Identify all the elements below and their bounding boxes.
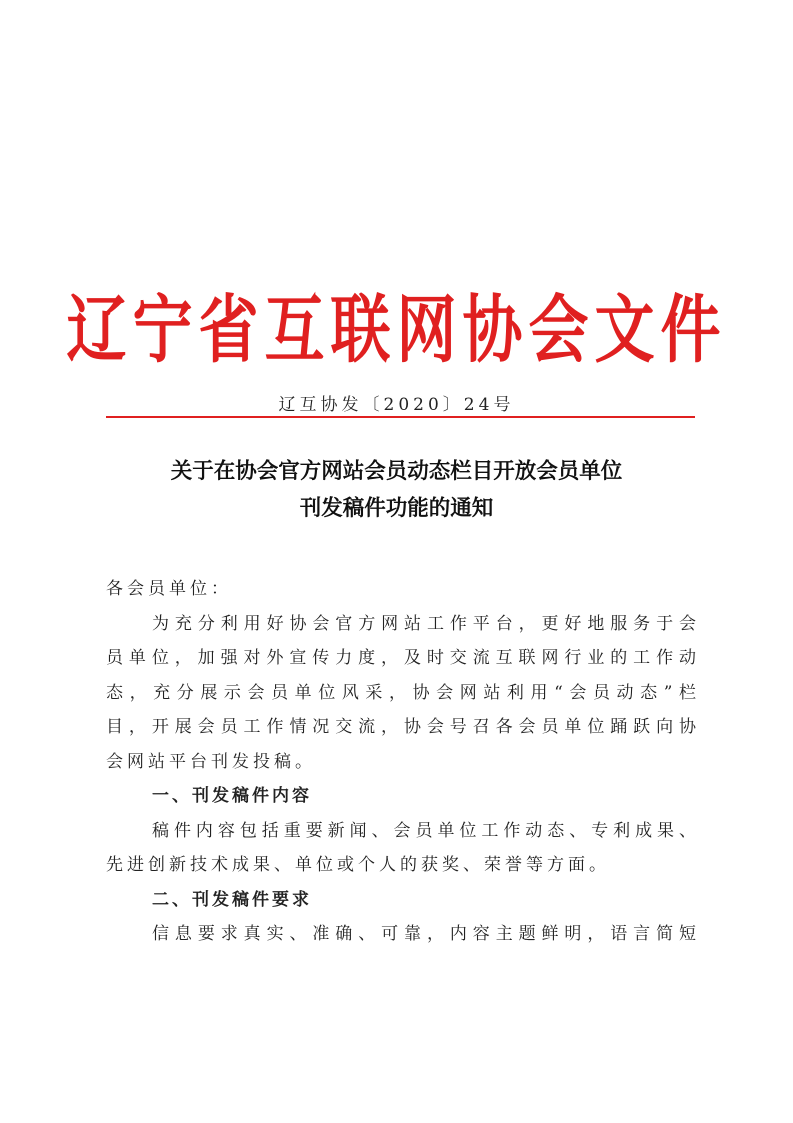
section-1-line: 先进创新技术成果、单位或个人的获奖、荣誉等方面。 <box>106 855 610 875</box>
intro-line: 为充分利用好协会官方网站工作平台，更好地服务于会 <box>152 613 696 634</box>
salutation: 各会员单位： <box>106 579 232 599</box>
intro-line: 员单位，加强对外宣传力度，及时交流互联网行业的工作动 <box>106 648 696 668</box>
notice-title <box>0 453 793 527</box>
section-1-heading: 一、刊发稿件内容 <box>152 786 312 806</box>
red-divider-line <box>106 416 695 418</box>
section-2-heading: 二、刊发稿件要求 <box>152 889 312 910</box>
notice-title-line-2: 刊发稿件功能的通知 <box>299 496 494 521</box>
notice-title-line-1: 关于在协会官方网站会员动态栏目开放会员单位 <box>170 459 623 484</box>
section-1-line: 稿件内容包括重要新闻、会员单位工作动态、专利成果、 <box>152 820 696 841</box>
notice-body <box>106 572 696 952</box>
section-2-line: 信息要求真实、准确、可靠，内容主题鲜明，语言简短 <box>152 924 696 944</box>
document-number: 辽互协发〔2020〕24号 <box>278 395 515 415</box>
intro-line: 会网站平台刊发投稿。 <box>106 751 316 772</box>
intro-line: 态，充分展示会员单位风采，协会网站利用“会员动态”栏 <box>106 682 696 703</box>
document-header-title: 辽宁省互联网协会文件 <box>66 287 727 374</box>
intro-line: 目，开展会员工作情况交流，协会号召各会员单位踊跃向协 <box>106 717 696 737</box>
